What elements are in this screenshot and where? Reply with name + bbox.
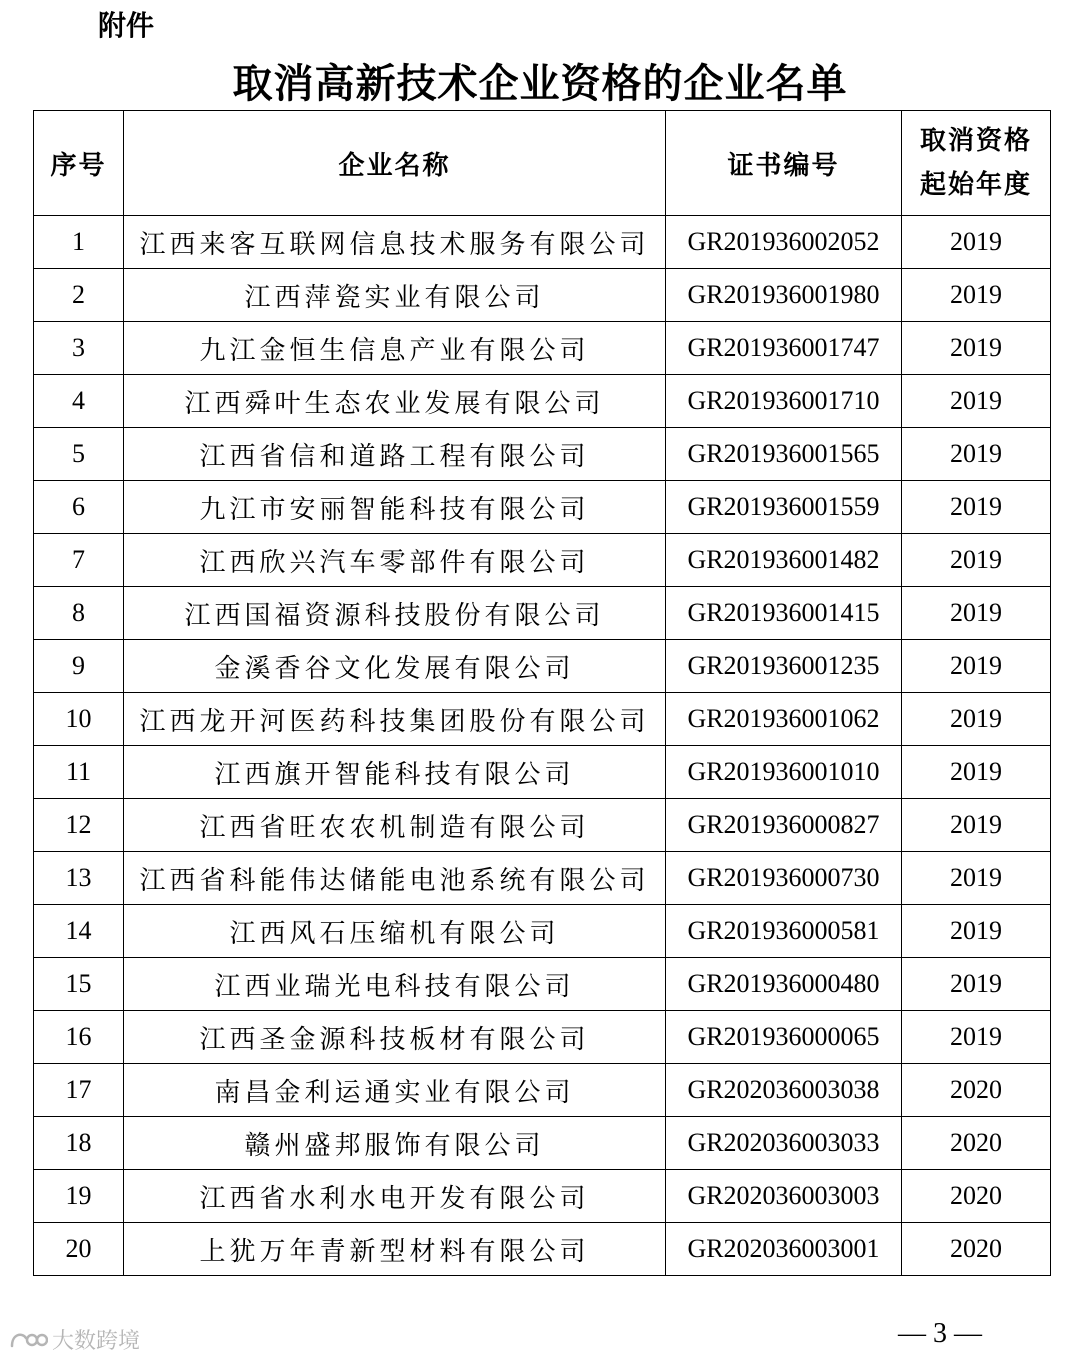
table-header xyxy=(34,111,1051,216)
header-row xyxy=(34,111,1051,216)
row-certificate-number: GR201936001980 xyxy=(666,269,902,322)
row-cancel-start-year: 2019 xyxy=(902,693,1051,746)
row-certificate-number: GR201936001565 xyxy=(666,428,902,481)
row-seq: 17 xyxy=(34,1064,124,1117)
table-row xyxy=(34,428,1051,481)
row-company-name: 九江金恒生信息产业有限公司 xyxy=(124,322,666,375)
row-seq: 12 xyxy=(34,799,124,852)
row-certificate-number: GR201936000827 xyxy=(666,799,902,852)
row-company-name: 江西省信和道路工程有限公司 xyxy=(124,428,666,481)
table-row xyxy=(34,1170,1051,1223)
row-cancel-start-year: 2019 xyxy=(902,534,1051,587)
table-row xyxy=(34,852,1051,905)
row-seq: 19 xyxy=(34,1170,124,1223)
row-company-name: 江西来客互联网信息技术服务有限公司 xyxy=(124,216,666,269)
row-certificate-number: GR201936001559 xyxy=(666,481,902,534)
page-number: — 3 — xyxy=(898,1318,982,1349)
row-seq: 15 xyxy=(34,958,124,1011)
header-seq: 序号 xyxy=(34,111,124,216)
table-row xyxy=(34,216,1051,269)
row-certificate-number: GR201936001710 xyxy=(666,375,902,428)
row-company-name: 江西欣兴汽车零部件有限公司 xyxy=(124,534,666,587)
row-seq: 13 xyxy=(34,852,124,905)
table-row xyxy=(34,693,1051,746)
row-company-name: 上犹万年青新型材料有限公司 xyxy=(124,1223,666,1276)
row-company-name: 江西业瑞光电科技有限公司 xyxy=(124,958,666,1011)
row-certificate-number: GR201936001062 xyxy=(666,693,902,746)
table-row xyxy=(34,958,1051,1011)
table-row xyxy=(34,1223,1051,1276)
table-row xyxy=(34,375,1051,428)
row-seq: 5 xyxy=(34,428,124,481)
row-certificate-number: GR201936002052 xyxy=(666,216,902,269)
table-row xyxy=(34,534,1051,587)
row-certificate-number: GR202036003003 xyxy=(666,1170,902,1223)
row-certificate-number: GR202036003001 xyxy=(666,1223,902,1276)
row-cancel-start-year: 2019 xyxy=(902,640,1051,693)
row-company-name: 江西国福资源科技股份有限公司 xyxy=(124,587,666,640)
table-row xyxy=(34,269,1051,322)
table-row xyxy=(34,799,1051,852)
row-company-name: 江西省科能伟达储能电池系统有限公司 xyxy=(124,852,666,905)
table-row xyxy=(34,1011,1051,1064)
row-cancel-start-year: 2019 xyxy=(902,216,1051,269)
row-certificate-number: GR201936000730 xyxy=(666,852,902,905)
row-company-name: 金溪香谷文化发展有限公司 xyxy=(124,640,666,693)
table-row xyxy=(34,1117,1051,1170)
brand-logo-icon xyxy=(8,1328,48,1352)
row-seq: 6 xyxy=(34,481,124,534)
row-certificate-number: GR201936001010 xyxy=(666,746,902,799)
row-seq: 7 xyxy=(34,534,124,587)
row-cancel-start-year: 2020 xyxy=(902,1170,1051,1223)
row-company-name: 南昌金利运通实业有限公司 xyxy=(124,1064,666,1117)
row-company-name: 江西萍瓷实业有限公司 xyxy=(124,269,666,322)
header-cancel-start-year-line1: 取消资格 xyxy=(919,126,1032,156)
table-body xyxy=(34,216,1051,1276)
row-company-name: 九江市安丽智能科技有限公司 xyxy=(124,481,666,534)
table-row xyxy=(34,322,1051,375)
row-seq: 11 xyxy=(34,746,124,799)
row-seq: 16 xyxy=(34,1011,124,1064)
row-certificate-number: GR201936000480 xyxy=(666,958,902,1011)
row-certificate-number: GR201936001415 xyxy=(666,587,902,640)
row-cancel-start-year: 2019 xyxy=(902,958,1051,1011)
row-cancel-start-year: 2019 xyxy=(902,1011,1051,1064)
row-company-name: 江西旗开智能科技有限公司 xyxy=(124,746,666,799)
row-seq: 20 xyxy=(34,1223,124,1276)
row-cancel-start-year: 2019 xyxy=(902,852,1051,905)
row-cancel-start-year: 2019 xyxy=(902,746,1051,799)
row-company-name: 江西省水利水电开发有限公司 xyxy=(124,1170,666,1223)
table-row xyxy=(34,905,1051,958)
row-certificate-number: GR201936001482 xyxy=(666,534,902,587)
row-company-name: 江西省旺农农机制造有限公司 xyxy=(124,799,666,852)
table-row xyxy=(34,1064,1051,1117)
row-seq: 8 xyxy=(34,587,124,640)
row-cancel-start-year: 2020 xyxy=(902,1223,1051,1276)
row-seq: 14 xyxy=(34,905,124,958)
row-seq: 3 xyxy=(34,322,124,375)
header-cancel-start-year-line2: 起始年度 xyxy=(919,170,1032,200)
row-company-name: 江西风石压缩机有限公司 xyxy=(124,905,666,958)
header-certificate-number: 证书编号 xyxy=(666,111,902,216)
row-seq: 18 xyxy=(34,1117,124,1170)
company-list-table xyxy=(33,110,1051,1276)
row-cancel-start-year: 2019 xyxy=(902,905,1051,958)
watermark-text: 大数跨境 xyxy=(52,1329,141,1354)
row-company-name: 江西圣金源科技板材有限公司 xyxy=(124,1011,666,1064)
row-cancel-start-year: 2020 xyxy=(902,1117,1051,1170)
table-row xyxy=(34,640,1051,693)
row-company-name: 江西舜叶生态农业发展有限公司 xyxy=(124,375,666,428)
document-title: 取消高新技术企业资格的企业名单 xyxy=(232,61,848,107)
table-row xyxy=(34,481,1051,534)
attachment-label: 附件 xyxy=(98,9,155,42)
row-cancel-start-year: 2019 xyxy=(902,799,1051,852)
row-seq: 9 xyxy=(34,640,124,693)
row-company-name: 赣州盛邦服饰有限公司 xyxy=(124,1117,666,1170)
row-cancel-start-year: 2019 xyxy=(902,587,1051,640)
row-cancel-start-year: 2019 xyxy=(902,375,1051,428)
table-row xyxy=(34,746,1051,799)
row-certificate-number: GR201936000065 xyxy=(666,1011,902,1064)
row-certificate-number: GR201936000581 xyxy=(666,905,902,958)
row-seq: 10 xyxy=(34,693,124,746)
table-row xyxy=(34,587,1051,640)
row-certificate-number: GR201936001235 xyxy=(666,640,902,693)
header-cancel-start-year xyxy=(902,111,1051,216)
row-cancel-start-year: 2019 xyxy=(902,322,1051,375)
row-seq: 1 xyxy=(34,216,124,269)
row-cancel-start-year: 2019 xyxy=(902,428,1051,481)
header-company-name: 企业名称 xyxy=(124,111,666,216)
row-seq: 4 xyxy=(34,375,124,428)
row-cancel-start-year: 2020 xyxy=(902,1064,1051,1117)
row-company-name: 江西龙开河医药科技集团股份有限公司 xyxy=(124,693,666,746)
row-certificate-number: GR201936001747 xyxy=(666,322,902,375)
row-seq: 2 xyxy=(34,269,124,322)
row-certificate-number: GR202036003038 xyxy=(666,1064,902,1117)
row-cancel-start-year: 2019 xyxy=(902,269,1051,322)
row-certificate-number: GR202036003033 xyxy=(666,1117,902,1170)
watermark xyxy=(8,1324,140,1355)
row-cancel-start-year: 2019 xyxy=(902,481,1051,534)
